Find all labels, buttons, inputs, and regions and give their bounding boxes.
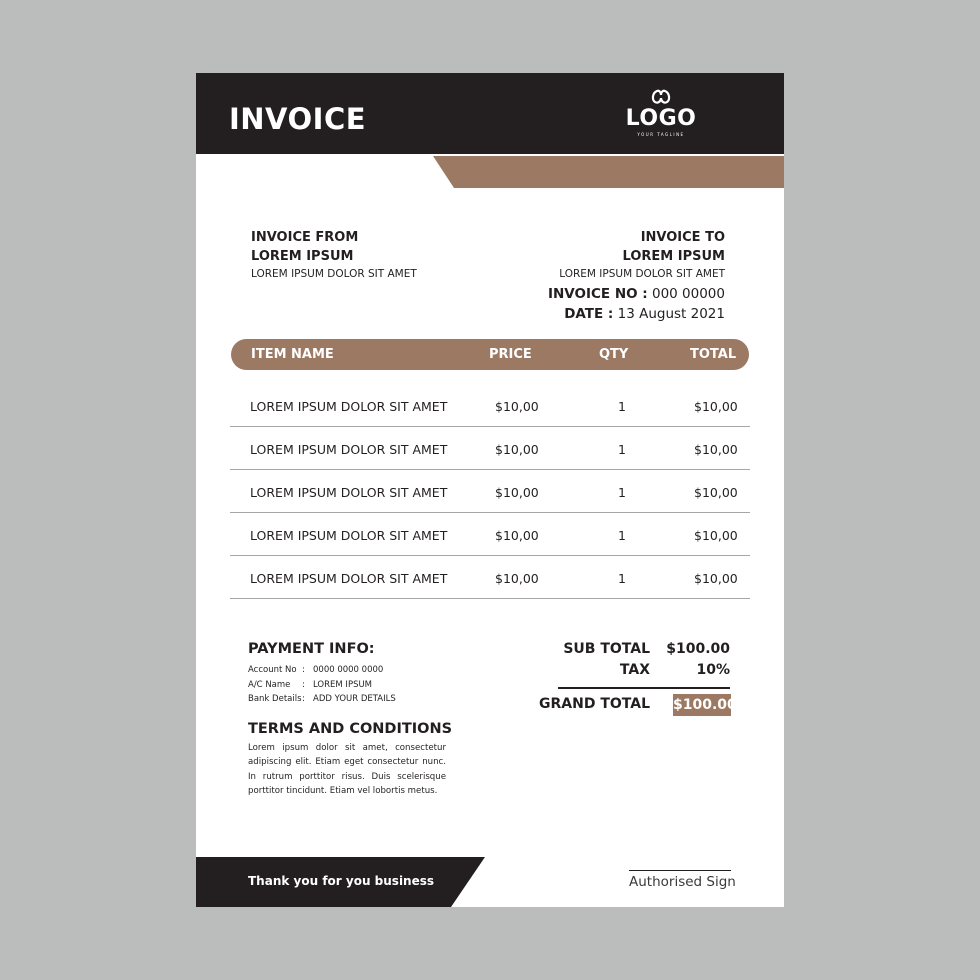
bank-details-value: ADD YOUR DETAILS <box>313 694 396 704</box>
to-address: LOREM IPSUM DOLOR SIT AMET <box>559 268 725 280</box>
account-name <box>248 678 396 693</box>
payment-info-list <box>248 663 396 707</box>
to-name: LOREM IPSUM <box>622 249 725 264</box>
accent-band <box>196 73 784 193</box>
logo-tagline: YOUR TAGLINE <box>637 132 685 137</box>
from-label: INVOICE FROM <box>251 230 359 245</box>
table-row <box>230 513 750 556</box>
authorised-sign: Authorised Sign <box>629 874 736 890</box>
row-qty: 1 <box>618 399 626 414</box>
terms-text: Lorem ipsum dolor sit amet, consectetur adipiscing elit. Etiam eget consectetur nunc. In rutrum porttitor risus. Duis scelerisque porttitor tincidunt. Etiam vel lobortis metus. <box>248 743 446 797</box>
row-qty: 1 <box>618 485 626 500</box>
table-row <box>230 470 750 513</box>
row-total: $10,00 <box>694 571 738 586</box>
grand-total-value: $100.00 <box>673 694 731 716</box>
terms-title: TERMS AND CONDITIONS <box>248 721 453 737</box>
thank-you-text: Thank you for you business <box>248 874 435 888</box>
invoice-number-label: INVOICE NO : <box>547 286 648 302</box>
account-number-value: 0000 0000 0000 <box>313 665 384 675</box>
row-item: LOREM IPSUM DOLOR SIT AMET <box>250 485 448 500</box>
payment-info-title: PAYMENT INFO: <box>248 641 375 657</box>
row-item: LOREM IPSUM DOLOR SIT AMET <box>250 399 448 414</box>
header-item-name: ITEM NAME <box>251 347 334 362</box>
invoice-number <box>548 284 725 304</box>
account-name-label: A/C Name <box>248 679 291 690</box>
header-total: TOTAL <box>690 347 737 362</box>
grand-total-label: GRAND TOTAL <box>539 696 650 712</box>
row-total: $10,00 <box>694 485 738 500</box>
tax-label: TAX <box>619 662 650 678</box>
invoice-date-value: 13 August 2021 <box>617 306 725 322</box>
bank-details-label: Bank Details <box>248 694 302 704</box>
table-row <box>230 427 750 470</box>
header-price: PRICE <box>489 347 532 362</box>
account-name-value: LOREM IPSUM <box>313 679 373 690</box>
row-price: $10,00 <box>495 442 539 457</box>
account-number-label: Account No <box>248 665 297 675</box>
table-row <box>230 556 750 599</box>
row-qty: 1 <box>618 528 626 543</box>
bank-details <box>248 692 396 707</box>
table-row <box>230 384 750 427</box>
from-name: LOREM IPSUM <box>251 249 354 264</box>
from-address: LOREM IPSUM DOLOR SIT AMET <box>251 268 417 280</box>
row-total: $10,00 <box>694 399 738 414</box>
to-label: INVOICE TO <box>640 230 725 245</box>
row-price: $10,00 <box>495 571 539 586</box>
invoice-number-value: 000 00000 <box>651 286 725 302</box>
row-item: LOREM IPSUM DOLOR SIT AMET <box>250 571 448 586</box>
header-qty: QTY <box>599 347 629 362</box>
invoice-date <box>548 304 725 324</box>
totals-divider <box>558 687 730 689</box>
signature-line <box>629 870 731 871</box>
row-qty: 1 <box>618 442 626 457</box>
separator: : <box>302 679 305 690</box>
logo-text: LOGO <box>625 106 697 131</box>
tax-value: 10% <box>696 662 730 678</box>
invoice-date-label: DATE : <box>564 306 614 322</box>
row-total: $10,00 <box>694 528 738 543</box>
invoice-to <box>548 228 725 324</box>
row-price: $10,00 <box>495 485 539 500</box>
separator: : <box>302 694 305 704</box>
subtotal-value: $100.00 <box>666 641 730 657</box>
invoice-sheet <box>196 73 784 907</box>
account-number <box>248 663 396 678</box>
table-header <box>231 339 749 370</box>
row-item: LOREM IPSUM DOLOR SIT AMET <box>250 442 448 457</box>
invoice-title: INVOICE <box>229 102 367 136</box>
invoice-from <box>251 228 417 282</box>
separator: : <box>302 665 305 675</box>
row-price: $10,00 <box>495 528 539 543</box>
row-item: LOREM IPSUM DOLOR SIT AMET <box>250 528 448 543</box>
row-price: $10,00 <box>495 399 539 414</box>
subtotal-label: SUB TOTAL <box>563 641 650 657</box>
row-qty: 1 <box>618 571 626 586</box>
row-total: $10,00 <box>694 442 738 457</box>
